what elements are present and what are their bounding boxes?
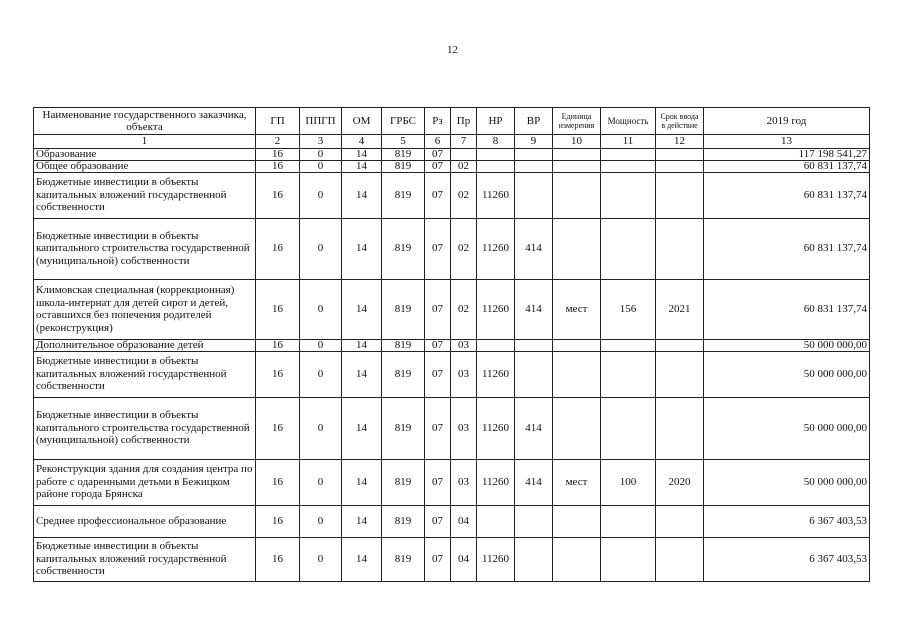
row-name: Бюджетные инвестиции в объекты капитальных вложений государственной собственности: [34, 172, 256, 218]
column-number: 3: [300, 135, 342, 149]
cell-capacity: [601, 218, 656, 279]
header-vr: ВР: [515, 108, 553, 135]
cell-amount: 6 367 403,53: [704, 505, 870, 537]
header-capacity: Мощность: [601, 108, 656, 135]
table-row: [34, 160, 870, 172]
cell-gp: 16: [256, 339, 300, 351]
cell-nr: 11260: [477, 459, 515, 505]
cell-amount: 60 831 137,74: [704, 279, 870, 339]
cell-vr: [515, 339, 553, 351]
header-grbs: ГРБС: [382, 108, 425, 135]
header-name: Наименование государственного заказчика, объекта: [34, 108, 256, 135]
cell-term: [656, 172, 704, 218]
column-number: 10: [553, 135, 601, 149]
table-row: [34, 339, 870, 351]
cell-unit: [553, 339, 601, 351]
table-row: [34, 218, 870, 279]
table-row: [34, 148, 870, 160]
row-name: Бюджетные инвестиции в объекты капитального строительства государственной (муниципальной) собственности: [34, 218, 256, 279]
cell-pr: 03: [451, 459, 477, 505]
cell-capacity: [601, 160, 656, 172]
cell-rz: 07: [425, 160, 451, 172]
cell-term: [656, 148, 704, 160]
cell-rz: 07: [425, 172, 451, 218]
cell-term: [656, 397, 704, 459]
cell-term: [656, 537, 704, 581]
cell-pr: 02: [451, 160, 477, 172]
cell-gp: 16: [256, 172, 300, 218]
cell-nr: [477, 339, 515, 351]
table-row: [34, 537, 870, 581]
table-row: [34, 351, 870, 397]
header-ppgp: ППГП: [300, 108, 342, 135]
page-number: 12: [447, 44, 458, 56]
header-row: [34, 108, 870, 135]
column-number: 9: [515, 135, 553, 149]
cell-vr: [515, 172, 553, 218]
cell-ppgp: 0: [300, 351, 342, 397]
cell-vr: 414: [515, 218, 553, 279]
row-name: Дополнительное образование детей: [34, 339, 256, 351]
cell-grbs: 819: [382, 160, 425, 172]
header-rz: Рз: [425, 108, 451, 135]
cell-grbs: 819: [382, 459, 425, 505]
column-number: 12: [656, 135, 704, 149]
cell-grbs: 819: [382, 172, 425, 218]
cell-pr: 03: [451, 339, 477, 351]
cell-capacity: [601, 397, 656, 459]
cell-nr: 11260: [477, 172, 515, 218]
table-row: [34, 172, 870, 218]
cell-nr: [477, 160, 515, 172]
row-name: Бюджетные инвестиции в объекты капитальных вложений государственной собственности: [34, 351, 256, 397]
cell-unit: [553, 505, 601, 537]
cell-ppgp: 0: [300, 160, 342, 172]
cell-gp: 16: [256, 148, 300, 160]
cell-term: [656, 339, 704, 351]
cell-om: 14: [342, 218, 382, 279]
cell-capacity: [601, 505, 656, 537]
cell-gp: 16: [256, 505, 300, 537]
cell-amount: 50 000 000,00: [704, 351, 870, 397]
cell-grbs: 819: [382, 218, 425, 279]
cell-gp: 16: [256, 160, 300, 172]
cell-rz: 07: [425, 397, 451, 459]
header-unit: Единица измерения: [553, 108, 601, 135]
cell-capacity: 156: [601, 279, 656, 339]
cell-om: 14: [342, 160, 382, 172]
cell-nr: 11260: [477, 397, 515, 459]
header-year: 2019 год: [704, 108, 870, 135]
cell-rz: 07: [425, 218, 451, 279]
table-row: [34, 279, 870, 339]
cell-ppgp: 0: [300, 505, 342, 537]
cell-nr: [477, 505, 515, 537]
cell-pr: 03: [451, 397, 477, 459]
cell-om: 14: [342, 351, 382, 397]
cell-gp: 16: [256, 218, 300, 279]
cell-ppgp: 0: [300, 339, 342, 351]
cell-ppgp: 0: [300, 537, 342, 581]
cell-rz: 07: [425, 339, 451, 351]
cell-nr: 11260: [477, 218, 515, 279]
cell-amount: 117 198 541,27: [704, 148, 870, 160]
column-number: 7: [451, 135, 477, 149]
cell-grbs: 819: [382, 279, 425, 339]
cell-amount: 60 831 137,74: [704, 160, 870, 172]
cell-ppgp: 0: [300, 279, 342, 339]
cell-rz: 07: [425, 279, 451, 339]
cell-term: [656, 351, 704, 397]
cell-unit: мест: [553, 279, 601, 339]
cell-vr: 414: [515, 459, 553, 505]
header-nr: НР: [477, 108, 515, 135]
cell-capacity: [601, 172, 656, 218]
column-number: 5: [382, 135, 425, 149]
cell-om: 14: [342, 339, 382, 351]
column-number: 4: [342, 135, 382, 149]
cell-rz: 07: [425, 505, 451, 537]
cell-rz: 07: [425, 148, 451, 160]
cell-om: 14: [342, 537, 382, 581]
cell-unit: [553, 351, 601, 397]
cell-om: 14: [342, 279, 382, 339]
header-term: Срок ввода в действие: [656, 108, 704, 135]
cell-vr: [515, 351, 553, 397]
table-row: [34, 505, 870, 537]
row-name: Климовская специальная (коррекционная) школа-интернат для детей сирот и детей, оставшихся без попечения родителей (реконструкция): [34, 279, 256, 339]
column-number: 13: [704, 135, 870, 149]
cell-vr: [515, 160, 553, 172]
row-name: Бюджетные инвестиции в объекты капитального строительства государственной (муниципальной) собственности: [34, 397, 256, 459]
column-number: 2: [256, 135, 300, 149]
cell-rz: 07: [425, 351, 451, 397]
cell-capacity: [601, 339, 656, 351]
header-om: ОМ: [342, 108, 382, 135]
cell-unit: [553, 397, 601, 459]
cell-unit: [553, 148, 601, 160]
cell-grbs: 819: [382, 505, 425, 537]
cell-vr: 414: [515, 279, 553, 339]
cell-vr: [515, 148, 553, 160]
row-name: Реконструкция здания для создания центра по работе с одаренными детьми в Бежицком районе города Брянска: [34, 459, 256, 505]
cell-grbs: 819: [382, 351, 425, 397]
cell-pr: 03: [451, 351, 477, 397]
cell-unit: [553, 172, 601, 218]
cell-vr: 414: [515, 397, 553, 459]
cell-nr: 11260: [477, 351, 515, 397]
header-pr: Пр: [451, 108, 477, 135]
cell-ppgp: 0: [300, 148, 342, 160]
table-row: [34, 459, 870, 505]
cell-capacity: [601, 351, 656, 397]
cell-amount: 50 000 000,00: [704, 397, 870, 459]
cell-term: 2020: [656, 459, 704, 505]
cell-term: [656, 218, 704, 279]
cell-grbs: 819: [382, 339, 425, 351]
cell-om: 14: [342, 172, 382, 218]
row-name: Общее образование: [34, 160, 256, 172]
cell-gp: 16: [256, 279, 300, 339]
column-number-row: [34, 135, 870, 149]
cell-grbs: 819: [382, 148, 425, 160]
cell-ppgp: 0: [300, 397, 342, 459]
cell-term: 2021: [656, 279, 704, 339]
cell-grbs: 819: [382, 397, 425, 459]
cell-unit: мест: [553, 459, 601, 505]
cell-nr: 11260: [477, 537, 515, 581]
cell-rz: 07: [425, 459, 451, 505]
cell-capacity: [601, 537, 656, 581]
cell-ppgp: 0: [300, 459, 342, 505]
cell-om: 14: [342, 148, 382, 160]
header-gp: ГП: [256, 108, 300, 135]
cell-amount: 60 831 137,74: [704, 172, 870, 218]
cell-unit: [553, 160, 601, 172]
cell-om: 14: [342, 397, 382, 459]
row-name: Бюджетные инвестиции в объекты капитальных вложений государственной собственности: [34, 537, 256, 581]
cell-pr: 02: [451, 172, 477, 218]
cell-capacity: 100: [601, 459, 656, 505]
cell-amount: 50 000 000,00: [704, 339, 870, 351]
cell-pr: 02: [451, 218, 477, 279]
cell-ppgp: 0: [300, 218, 342, 279]
cell-amount: 60 831 137,74: [704, 218, 870, 279]
cell-vr: [515, 505, 553, 537]
cell-unit: [553, 537, 601, 581]
cell-ppgp: 0: [300, 172, 342, 218]
table-row: [34, 397, 870, 459]
budget-table: [33, 107, 870, 582]
cell-term: [656, 505, 704, 537]
cell-amount: 6 367 403,53: [704, 537, 870, 581]
column-number: 8: [477, 135, 515, 149]
cell-pr: 04: [451, 505, 477, 537]
row-name: Образование: [34, 148, 256, 160]
cell-pr: 02: [451, 279, 477, 339]
cell-gp: 16: [256, 397, 300, 459]
cell-grbs: 819: [382, 537, 425, 581]
cell-pr: 04: [451, 537, 477, 581]
cell-om: 14: [342, 505, 382, 537]
cell-nr: [477, 148, 515, 160]
cell-om: 14: [342, 459, 382, 505]
column-number: 1: [34, 135, 256, 149]
cell-nr: 11260: [477, 279, 515, 339]
cell-unit: [553, 218, 601, 279]
cell-gp: 16: [256, 351, 300, 397]
cell-term: [656, 160, 704, 172]
cell-rz: 07: [425, 537, 451, 581]
cell-gp: 16: [256, 537, 300, 581]
cell-vr: [515, 537, 553, 581]
row-name: Среднее профессиональное образование: [34, 505, 256, 537]
cell-pr: [451, 148, 477, 160]
cell-amount: 50 000 000,00: [704, 459, 870, 505]
column-number: 11: [601, 135, 656, 149]
cell-gp: 16: [256, 459, 300, 505]
column-number: 6: [425, 135, 451, 149]
cell-capacity: [601, 148, 656, 160]
